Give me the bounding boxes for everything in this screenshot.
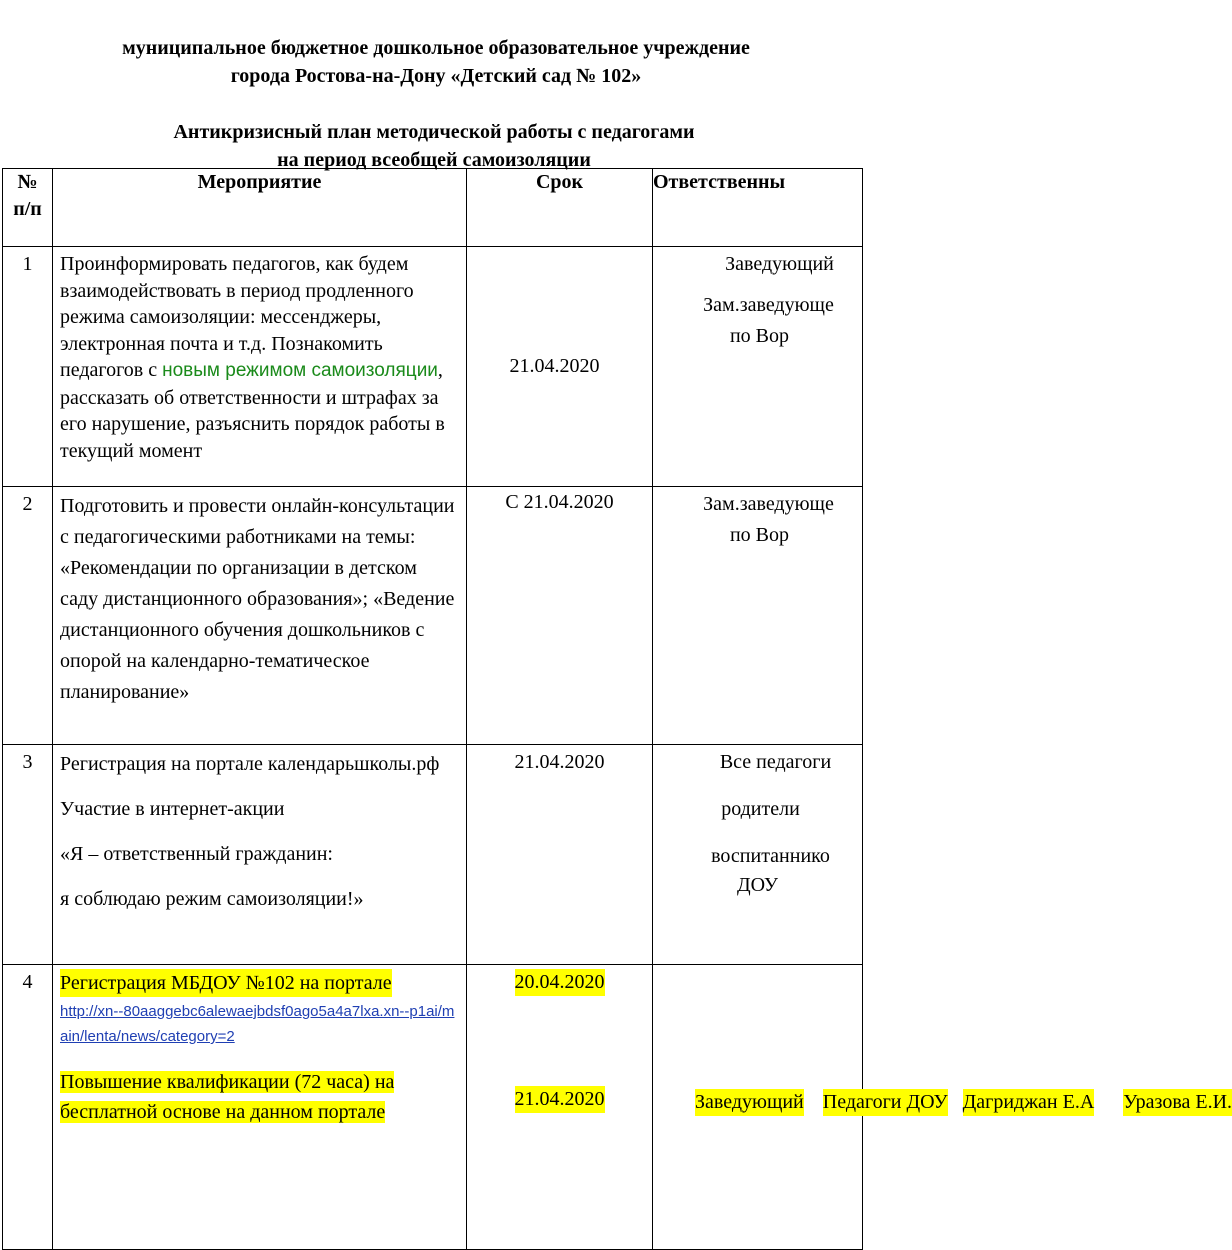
- document-title: [26, 118, 842, 174]
- row-number: 1: [3, 247, 53, 487]
- responsible-line-1: Зам.заведующе: [703, 493, 834, 515]
- header-number: [3, 169, 53, 247]
- title-line-1: Антикризисный план методической работы с педагогами: [173, 121, 695, 143]
- activity-line-2: Участие в интернет-акции: [60, 798, 285, 820]
- row-date: [467, 247, 653, 487]
- responsible-line-3: воспитаннико: [711, 845, 830, 867]
- row-responsible: [653, 965, 1232, 1250]
- table-header-row: [3, 169, 863, 247]
- header-date: Срок: [467, 169, 653, 247]
- portal-link[interactable]: http://xn--80aaggebc6alewaejbdsf0ago5a4a7lxa.xn--p1ai/main/lenta/news/category=2: [60, 1003, 455, 1045]
- responsible-line-2: Педагоги ДОУ: [823, 1089, 948, 1116]
- row-number: 4: [3, 965, 53, 1250]
- table-row: [3, 745, 863, 965]
- table-row: [3, 487, 863, 745]
- row-number: 3: [3, 745, 53, 965]
- row-date: [467, 965, 653, 1250]
- responsible-line-1: Заведующий: [725, 253, 834, 275]
- row-date: С 21.04.2020: [467, 487, 653, 745]
- responsible-line-4: ДОУ: [736, 874, 779, 896]
- row-responsible: [653, 745, 863, 965]
- responsible-line-4: Уразова Е.И.: [1123, 1089, 1232, 1116]
- responsible-line-2: по Вор: [729, 524, 790, 546]
- row-activity: [53, 965, 467, 1250]
- date-value: 21.04.2020: [509, 355, 600, 377]
- responsible-line-3: Дагриджан Е.А: [963, 1089, 1095, 1116]
- activity-line-1: Регистрация МБДОУ №102 на портале: [60, 969, 392, 997]
- responsible-line-2: Зам.заведующе: [703, 294, 834, 316]
- table-row: [3, 965, 863, 1250]
- header-activity: Мероприятие: [53, 169, 467, 247]
- responsible-line-1: Заведующий: [695, 1089, 804, 1116]
- organization-name: [28, 34, 844, 90]
- date-value-1: 20.04.2020: [515, 969, 605, 996]
- row-responsible: [653, 487, 863, 745]
- row-activity: [53, 247, 467, 487]
- responsible-line-1: Все педагоги: [719, 751, 832, 773]
- org-line-2: города Ростова-на-Дону «Детский сад № 102»: [230, 65, 642, 87]
- activity-line-2: Повышение квалификации (72 часа) на бесплатной основе на данном портале: [60, 1071, 395, 1123]
- row-responsible: [653, 247, 863, 487]
- responsible-line-2: родители: [721, 798, 800, 820]
- activity-line-4: я соблюдаю режим самоизоляции!»: [60, 888, 364, 910]
- activity-text-green: новым режимом самоизоляции: [162, 360, 438, 381]
- row-activity: [53, 745, 467, 965]
- title-line-2: на период всеобщей самоизоляции: [277, 149, 591, 171]
- activity-line-1: Регистрация на портале календарьшколы.рф: [60, 753, 440, 775]
- header-responsible: Ответственны: [653, 169, 863, 247]
- table-row: [3, 247, 863, 487]
- header-number-line-1: №: [17, 171, 38, 193]
- plan-table: [2, 168, 1232, 1250]
- responsible-line-3: по Вор: [729, 325, 790, 347]
- row-date: 21.04.2020: [467, 745, 653, 965]
- header-number-line-2: п/п: [13, 198, 42, 220]
- activity-text-pre: Проинформировать педагогов, как будем взаимодействовать в период продленного режима самоизоляции: мессенджеры, электронная почта и т.д. Познакомить педагогов с: [60, 253, 414, 381]
- activity-text-post: , рассказать об ответственности и штрафах за его нарушение, разъяснить порядок работы в текущий момент: [60, 359, 445, 462]
- date-value-2: 21.04.2020: [515, 1086, 605, 1113]
- activity-line-3: «Я – ответственный гражданин:: [60, 843, 333, 865]
- row-number: 2: [3, 487, 53, 745]
- org-line-1: муниципальное бюджетное дошкольное образовательное учреждение: [122, 37, 750, 59]
- row-activity: Подготовить и провести онлайн-консультации с педагогическими работниками на темы: «Рекомендации по организации в детском саду дистанционного образования»; «Ведение дистанционного обучения дошкольников с опорой на календарно-тематическое планирование»: [53, 487, 467, 745]
